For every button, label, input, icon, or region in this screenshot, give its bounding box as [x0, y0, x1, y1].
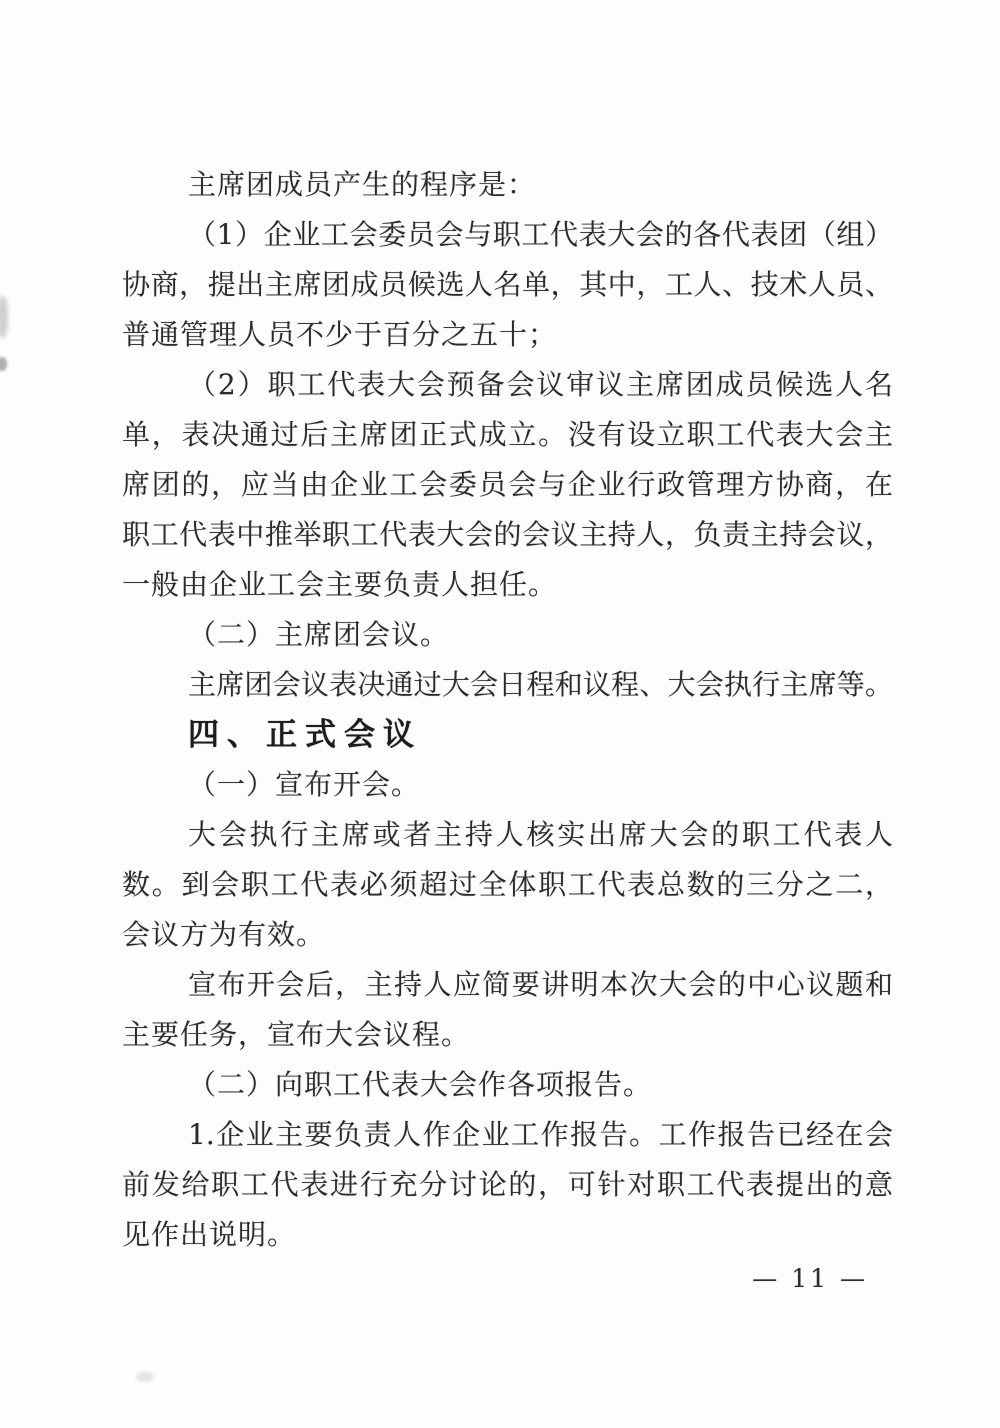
- text-line: 主要任务，宣布大会议程。: [122, 1018, 471, 1051]
- text-line: 前发给职工代表进行充分讨论的，可针对职工代表提出的意: [122, 1168, 893, 1201]
- page-number: — 11 —: [752, 1264, 868, 1293]
- text-line: 职工代表中推举职工代表大会的会议主持人，负责主持会议，: [122, 518, 893, 551]
- text-line: 宣布开会后，主持人应简要讲明本次大会的中心议题和: [188, 968, 893, 1001]
- text-line: 大会执行主席或者主持人核实出席大会的职工代表人: [188, 818, 893, 851]
- text-line: 1.企业主要负责人作企业工作报告。工作报告已经在会: [188, 1118, 893, 1151]
- scan-artifact: [0, 296, 8, 338]
- text-line: （2）职工代表大会预备会议审议主席团成员候选人名: [188, 368, 893, 401]
- text-line: 协商，提出主席团成员候选人名单，其中，工人、技术人员、: [122, 268, 893, 301]
- text-line: 会议方为有效。: [122, 918, 326, 951]
- text-line: 一般由企业工会主要负责人担任。: [122, 568, 558, 601]
- text-line: （一）宣布开会。: [188, 768, 421, 801]
- text-line: （1）企业工会委员会与职工代表大会的各代表团（组）: [188, 218, 893, 251]
- text-line: 主席团成员产生的程序是：: [188, 168, 537, 201]
- text-line: （二）主席团会议。: [188, 618, 450, 651]
- scan-artifact: [136, 1372, 154, 1382]
- text-line: 普通管理人员不少于百分之五十；: [122, 318, 558, 351]
- text-line: 单，表决通过后主席团正式成立。没有设立职工代表大会主: [122, 418, 893, 451]
- text-line: 主席团会议表决通过大会日程和议程、大会执行主席等。: [188, 668, 893, 701]
- text-line: 席团的，应当由企业工会委员会与企业行政管理方协商，在: [122, 468, 893, 501]
- text-line: （二）向职工代表大会作各项报告。: [188, 1068, 653, 1101]
- document-body: [122, 160, 893, 1260]
- text-line: 见作出说明。: [122, 1218, 297, 1251]
- section-heading-line: 四、正式会议: [188, 717, 422, 753]
- text-line: 数。到会职工代表必须超过全体职工代表总数的三分之二，: [122, 868, 893, 901]
- scan-artifact: [0, 357, 7, 371]
